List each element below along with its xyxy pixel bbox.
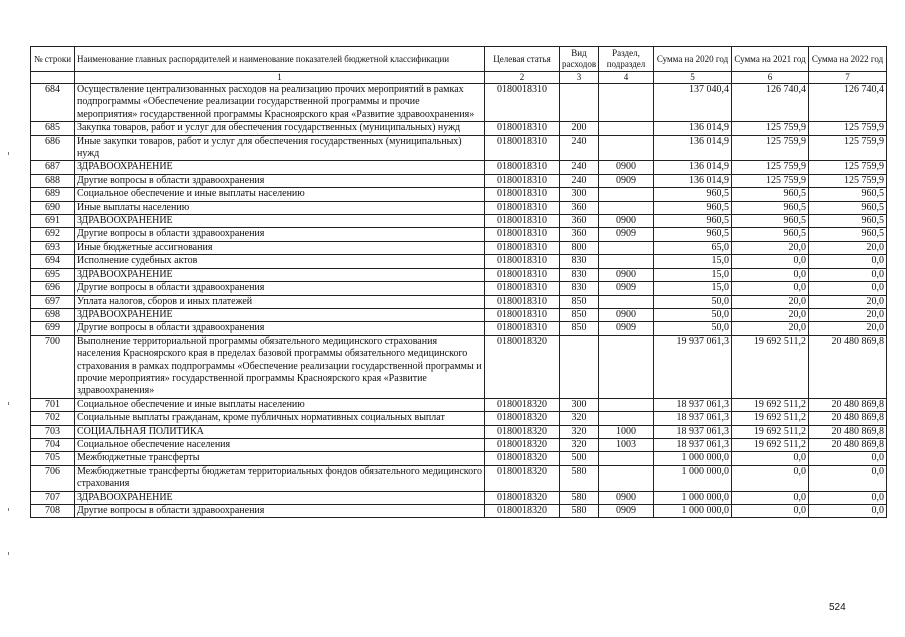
column-number-cell: 5 — [654, 72, 732, 84]
table-row — [31, 135, 887, 161]
scan-mark — [8, 508, 9, 511]
amount-2020-cell: 1 000 000,0 — [654, 491, 732, 504]
section-cell: 0909 — [599, 505, 654, 518]
target-article-cell: 0180018310 — [485, 228, 560, 241]
section-cell: 0900 — [599, 491, 654, 504]
target-article-cell: 0180018320 — [485, 491, 560, 504]
amount-2021-cell: 0,0 — [732, 452, 809, 465]
table-row — [31, 465, 887, 491]
section-cell — [599, 135, 654, 161]
target-article-cell: 0180018320 — [485, 412, 560, 425]
name-cell: Другие вопросы в области здравоохранения — [75, 174, 485, 187]
amount-2022-cell: 0,0 — [809, 282, 887, 295]
amount-2022-cell: 20,0 — [809, 322, 887, 335]
row-number-cell: 699 — [31, 322, 75, 335]
amount-2021-cell: 19 692 511,2 — [732, 412, 809, 425]
amount-2022-cell: 125 759,9 — [809, 122, 887, 135]
section-cell: 0900 — [599, 161, 654, 174]
target-article-cell: 0180018310 — [485, 215, 560, 228]
amount-2020-cell: 1 000 000,0 — [654, 465, 732, 491]
expense-type-cell: 580 — [560, 505, 599, 518]
row-number-cell: 706 — [31, 465, 75, 491]
table-row — [31, 322, 887, 335]
amount-2020-cell: 136 014,9 — [654, 122, 732, 135]
amount-2020-cell: 136 014,9 — [654, 161, 732, 174]
table-row — [31, 215, 887, 228]
name-cell: Иные бюджетные ассигнования — [75, 241, 485, 254]
target-article-cell: 0180018320 — [485, 505, 560, 518]
amount-2022-cell: 0,0 — [809, 268, 887, 281]
target-article-cell: 0180018310 — [485, 268, 560, 281]
expense-type-cell: 360 — [560, 228, 599, 241]
name-cell: Исполнение судебных актов — [75, 255, 485, 268]
name-cell: Иные закупки товаров, работ и услуг для обеспечения государственных (муниципальных) нужд — [75, 135, 485, 161]
amount-2020-cell: 18 937 061,3 — [654, 412, 732, 425]
amount-2021-cell: 19 692 511,2 — [732, 398, 809, 411]
column-number-cell: 7 — [809, 72, 887, 84]
row-number-cell: 694 — [31, 255, 75, 268]
target-article-cell: 0180018320 — [485, 465, 560, 491]
expense-type-cell: 320 — [560, 425, 599, 438]
amount-2021-cell: 0,0 — [732, 505, 809, 518]
target-article-cell: 0180018310 — [485, 322, 560, 335]
expense-type-cell: 500 — [560, 452, 599, 465]
section-cell: 0909 — [599, 228, 654, 241]
expense-type-cell: 580 — [560, 465, 599, 491]
row-number-cell: 700 — [31, 335, 75, 398]
expense-type-cell: 580 — [560, 491, 599, 504]
budget-table — [30, 46, 887, 518]
amount-2022-cell: 0,0 — [809, 452, 887, 465]
section-cell — [599, 122, 654, 135]
expense-type-cell: 830 — [560, 282, 599, 295]
section-cell — [599, 398, 654, 411]
amount-2021-cell: 960,5 — [732, 188, 809, 201]
table-row — [31, 282, 887, 295]
amount-2020-cell: 136 014,9 — [654, 174, 732, 187]
amount-2022-cell: 20 480 869,8 — [809, 438, 887, 451]
expense-type-cell — [560, 335, 599, 398]
target-article-cell: 0180018310 — [485, 255, 560, 268]
amount-2021-cell: 126 740,4 — [732, 84, 809, 122]
column-number-cell: 6 — [732, 72, 809, 84]
table-row — [31, 201, 887, 214]
amount-2021-cell: 960,5 — [732, 215, 809, 228]
row-number-cell: 691 — [31, 215, 75, 228]
amount-2022-cell: 20 480 869,8 — [809, 425, 887, 438]
section-cell — [599, 241, 654, 254]
row-number-cell: 687 — [31, 161, 75, 174]
amount-2020-cell: 65,0 — [654, 241, 732, 254]
amount-2022-cell: 20 480 869,8 — [809, 412, 887, 425]
amount-2020-cell: 50,0 — [654, 308, 732, 321]
row-number-cell: 696 — [31, 282, 75, 295]
table-row — [31, 255, 887, 268]
expense-type-cell: 240 — [560, 135, 599, 161]
expense-type-cell: 360 — [560, 215, 599, 228]
table-row — [31, 335, 887, 398]
row-number-cell: 688 — [31, 174, 75, 187]
amount-2021-cell: 125 759,9 — [732, 161, 809, 174]
amount-2022-cell: 0,0 — [809, 255, 887, 268]
name-cell: Закупка товаров, работ и услуг для обеспечения государственных (муниципальных) нужд — [75, 122, 485, 135]
column-header: Сумма на 2021 год — [732, 47, 809, 72]
amount-2020-cell: 136 014,9 — [654, 135, 732, 161]
name-cell: Осуществление централизованных расходов на реализацию прочих мероприятий в рамках подпрограммы «Обеспечение реализации государственной программы и прочие мероприятия» государственной программы Красноярского края «Развитие здравоохранения» — [75, 84, 485, 122]
expense-type-cell: 240 — [560, 161, 599, 174]
amount-2020-cell: 50,0 — [654, 295, 732, 308]
expense-type-cell: 830 — [560, 268, 599, 281]
amount-2022-cell: 20,0 — [809, 308, 887, 321]
section-cell — [599, 452, 654, 465]
amount-2022-cell: 20 480 869,8 — [809, 335, 887, 398]
row-number-cell: 684 — [31, 84, 75, 122]
row-number-cell: 705 — [31, 452, 75, 465]
amount-2021-cell: 960,5 — [732, 201, 809, 214]
row-number-cell: 690 — [31, 201, 75, 214]
amount-2021-cell: 0,0 — [732, 465, 809, 491]
header-row — [31, 47, 887, 72]
target-article-cell: 0180018310 — [485, 122, 560, 135]
target-article-cell: 0180018310 — [485, 84, 560, 122]
section-cell: 1000 — [599, 425, 654, 438]
section-cell — [599, 84, 654, 122]
expense-type-cell — [560, 84, 599, 122]
table-row — [31, 188, 887, 201]
expense-type-cell: 800 — [560, 241, 599, 254]
column-number-cell: 1 — [75, 72, 485, 84]
expense-type-cell: 850 — [560, 295, 599, 308]
expense-type-cell: 360 — [560, 201, 599, 214]
amount-2021-cell: 19 692 511,2 — [732, 425, 809, 438]
table-row — [31, 398, 887, 411]
target-article-cell: 0180018310 — [485, 201, 560, 214]
target-article-cell: 0180018320 — [485, 335, 560, 398]
section-cell: 0900 — [599, 268, 654, 281]
amount-2021-cell: 20,0 — [732, 295, 809, 308]
row-number-cell: 702 — [31, 412, 75, 425]
row-number-cell: 701 — [31, 398, 75, 411]
name-cell: Уплата налогов, сборов и иных платежей — [75, 295, 485, 308]
column-header: Целевая статья — [485, 47, 560, 72]
expense-type-cell: 850 — [560, 308, 599, 321]
table-header — [31, 47, 887, 84]
section-cell — [599, 295, 654, 308]
name-cell: Другие вопросы в области здравоохранения — [75, 322, 485, 335]
amount-2020-cell: 19 937 061,3 — [654, 335, 732, 398]
amount-2021-cell: 0,0 — [732, 268, 809, 281]
amount-2021-cell: 19 692 511,2 — [732, 438, 809, 451]
section-cell — [599, 335, 654, 398]
amount-2021-cell: 20,0 — [732, 241, 809, 254]
column-header: Наименование главных распорядителей и наименование показателей бюджетной классификации — [75, 47, 485, 72]
amount-2020-cell: 960,5 — [654, 188, 732, 201]
amount-2021-cell: 125 759,9 — [732, 174, 809, 187]
expense-type-cell: 850 — [560, 322, 599, 335]
table-row — [31, 241, 887, 254]
target-article-cell: 0180018310 — [485, 282, 560, 295]
table-row — [31, 412, 887, 425]
column-number-cell: 2 — [485, 72, 560, 84]
section-cell — [599, 201, 654, 214]
table-row — [31, 161, 887, 174]
table-row — [31, 505, 887, 518]
section-cell: 0909 — [599, 282, 654, 295]
amount-2022-cell: 125 759,9 — [809, 161, 887, 174]
amount-2021-cell: 20,0 — [732, 322, 809, 335]
name-cell: ЗДРАВООХРАНЕНИЕ — [75, 215, 485, 228]
name-cell: ЗДРАВООХРАНЕНИЕ — [75, 308, 485, 321]
table-row — [31, 84, 887, 122]
name-cell: СОЦИАЛЬНАЯ ПОЛИТИКА — [75, 425, 485, 438]
target-article-cell: 0180018310 — [485, 174, 560, 187]
amount-2021-cell: 0,0 — [732, 255, 809, 268]
table-row — [31, 228, 887, 241]
row-number-cell: 686 — [31, 135, 75, 161]
name-cell: Межбюджетные трансферты бюджетам территориальных фондов обязательного медицинского страхования — [75, 465, 485, 491]
name-cell: Социальное обеспечение и иные выплаты населению — [75, 188, 485, 201]
target-article-cell: 0180018320 — [485, 438, 560, 451]
row-number-cell: 704 — [31, 438, 75, 451]
name-cell: Социальное обеспечение населения — [75, 438, 485, 451]
section-cell: 0900 — [599, 308, 654, 321]
row-number-cell: 703 — [31, 425, 75, 438]
column-header: Раздел, подраздел — [599, 47, 654, 72]
budget-table-container — [30, 46, 887, 518]
row-number-cell: 707 — [31, 491, 75, 504]
amount-2020-cell: 18 937 061,3 — [654, 425, 732, 438]
amount-2022-cell: 125 759,9 — [809, 174, 887, 187]
target-article-cell: 0180018320 — [485, 425, 560, 438]
amount-2022-cell: 20,0 — [809, 241, 887, 254]
amount-2020-cell: 50,0 — [654, 322, 732, 335]
expense-type-cell: 830 — [560, 255, 599, 268]
amount-2020-cell: 137 040,4 — [654, 84, 732, 122]
amount-2021-cell: 0,0 — [732, 491, 809, 504]
column-header: Сумма на 2020 год — [654, 47, 732, 72]
amount-2021-cell: 125 759,9 — [732, 135, 809, 161]
section-cell: 0909 — [599, 322, 654, 335]
target-article-cell: 0180018310 — [485, 295, 560, 308]
amount-2022-cell: 960,5 — [809, 188, 887, 201]
amount-2020-cell: 18 937 061,3 — [654, 398, 732, 411]
name-cell: Социальные выплаты гражданам, кроме публичных нормативных социальных выплат — [75, 412, 485, 425]
row-number-cell: 697 — [31, 295, 75, 308]
expense-type-cell: 200 — [560, 122, 599, 135]
target-article-cell: 0180018310 — [485, 308, 560, 321]
column-header: Сумма на 2022 год — [809, 47, 887, 72]
row-number-cell: 689 — [31, 188, 75, 201]
name-cell: ЗДРАВООХРАНЕНИЕ — [75, 161, 485, 174]
amount-2021-cell: 20,0 — [732, 308, 809, 321]
scan-mark — [8, 552, 9, 555]
table-row — [31, 308, 887, 321]
column-number-cell: 4 — [599, 72, 654, 84]
name-cell: Межбюджетные трансферты — [75, 452, 485, 465]
amount-2022-cell: 0,0 — [809, 491, 887, 504]
name-cell: Выполнение территориальной программы обязательного медицинского страхования населения Красноярского края в пределах базовой программы обязательного медицинского страхования в рамках подпрограммы «Обеспечение реализации государственной программы и прочие мероприятия» государственной программы Красноярского края «Развитие здравоохранения» — [75, 335, 485, 398]
row-number-cell: 685 — [31, 122, 75, 135]
amount-2022-cell: 20,0 — [809, 295, 887, 308]
amount-2022-cell: 960,5 — [809, 215, 887, 228]
section-cell — [599, 412, 654, 425]
expense-type-cell: 320 — [560, 412, 599, 425]
name-cell: Другие вопросы в области здравоохранения — [75, 282, 485, 295]
name-cell: ЗДРАВООХРАНЕНИЕ — [75, 268, 485, 281]
amount-2020-cell: 960,5 — [654, 228, 732, 241]
target-article-cell: 0180018310 — [485, 241, 560, 254]
amount-2022-cell: 960,5 — [809, 201, 887, 214]
amount-2020-cell: 1 000 000,0 — [654, 505, 732, 518]
page-number: 524 — [829, 602, 846, 613]
row-number-cell: 692 — [31, 228, 75, 241]
expense-type-cell: 300 — [560, 188, 599, 201]
table-row — [31, 268, 887, 281]
amount-2021-cell: 19 692 511,2 — [732, 335, 809, 398]
expense-type-cell: 320 — [560, 438, 599, 451]
target-article-cell: 0180018320 — [485, 452, 560, 465]
table-row — [31, 452, 887, 465]
section-cell — [599, 255, 654, 268]
amount-2022-cell: 960,5 — [809, 228, 887, 241]
column-header: № строки — [31, 47, 75, 72]
expense-type-cell: 300 — [560, 398, 599, 411]
column-header: Вид расходов — [560, 47, 599, 72]
scan-mark — [8, 402, 9, 405]
amount-2020-cell: 15,0 — [654, 282, 732, 295]
name-cell: Иные выплаты населению — [75, 201, 485, 214]
table-row — [31, 425, 887, 438]
amount-2022-cell: 20 480 869,8 — [809, 398, 887, 411]
scan-mark — [8, 152, 9, 155]
amount-2022-cell: 0,0 — [809, 465, 887, 491]
amount-2020-cell: 960,5 — [654, 201, 732, 214]
name-cell: Другие вопросы в области здравоохранения — [75, 228, 485, 241]
amount-2020-cell: 1 000 000,0 — [654, 452, 732, 465]
section-cell — [599, 188, 654, 201]
amount-2020-cell: 960,5 — [654, 215, 732, 228]
table-body — [31, 84, 887, 518]
row-number-cell: 708 — [31, 505, 75, 518]
amount-2021-cell: 960,5 — [732, 228, 809, 241]
amount-2020-cell: 15,0 — [654, 268, 732, 281]
column-number-cell — [31, 72, 75, 84]
amount-2021-cell: 0,0 — [732, 282, 809, 295]
name-cell: Другие вопросы в области здравоохранения — [75, 505, 485, 518]
target-article-cell: 0180018310 — [485, 135, 560, 161]
section-cell: 1003 — [599, 438, 654, 451]
expense-type-cell: 240 — [560, 174, 599, 187]
section-cell — [599, 465, 654, 491]
target-article-cell: 0180018320 — [485, 398, 560, 411]
amount-2022-cell: 125 759,9 — [809, 135, 887, 161]
table-row — [31, 174, 887, 187]
table-row — [31, 491, 887, 504]
table-row — [31, 295, 887, 308]
amount-2022-cell: 0,0 — [809, 505, 887, 518]
target-article-cell: 0180018310 — [485, 188, 560, 201]
name-cell: Социальное обеспечение и иные выплаты населению — [75, 398, 485, 411]
amount-2020-cell: 15,0 — [654, 255, 732, 268]
amount-2020-cell: 18 937 061,3 — [654, 438, 732, 451]
column-number-row — [31, 72, 887, 84]
table-row — [31, 122, 887, 135]
row-number-cell: 698 — [31, 308, 75, 321]
name-cell: ЗДРАВООХРАНЕНИЕ — [75, 491, 485, 504]
section-cell: 0900 — [599, 215, 654, 228]
section-cell: 0909 — [599, 174, 654, 187]
row-number-cell: 693 — [31, 241, 75, 254]
amount-2022-cell: 126 740,4 — [809, 84, 887, 122]
column-number-cell: 3 — [560, 72, 599, 84]
row-number-cell: 695 — [31, 268, 75, 281]
table-row — [31, 438, 887, 451]
target-article-cell: 0180018310 — [485, 161, 560, 174]
amount-2021-cell: 125 759,9 — [732, 122, 809, 135]
